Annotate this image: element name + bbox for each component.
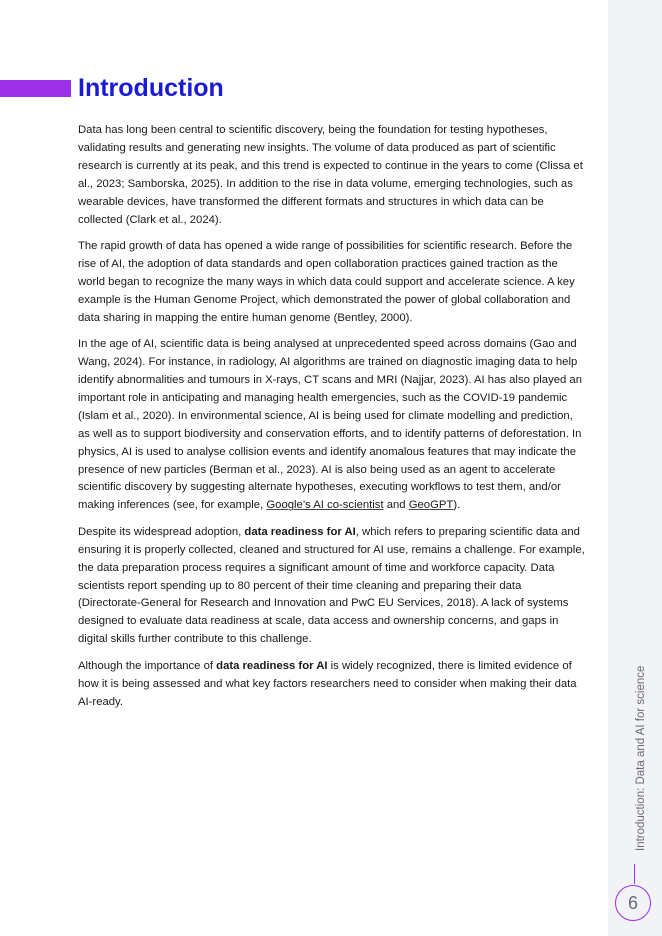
paragraph-5-start: Although the importance of bbox=[78, 659, 217, 672]
section-label: Introduction: Data and AI for science bbox=[635, 665, 647, 851]
paragraph-4-end: , which refers to preparing scientific data and ensuring it is properly collected, cleaned and structured for AI use, remains a challenge. For example, the data preparation process requires a significant amount of time and workforce capacity. Data scientists report spending up to 80 percent of their time cleaning and preparing their data (Directorate-General for Research and Innovation and PwC EU Services, 2018). A lack of systems designed to evaluate data readiness at scale, data access and ownership concerns, and gaps in digital skills further contribute to this challenge. bbox=[78, 525, 585, 646]
paragraph-5-end: is widely recognized, there is limited evidence of how it is being assessed and what key factors researchers need to consider when making their data AI-ready. bbox=[78, 659, 577, 708]
paragraph-4-start: Despite its widespread adoption, bbox=[78, 525, 245, 538]
section-label-divider bbox=[634, 864, 635, 884]
paragraph-3 bbox=[78, 336, 586, 515]
page-number: 6 bbox=[627, 892, 638, 913]
paragraph-4 bbox=[78, 524, 586, 649]
paragraph-2: The rapid growth of data has opened a wide range of possibilities for scientific research. Before the rise of AI, the adoption of data standards and open collaboration practices gained traction as the world began to recognize the many ways in which data could support and accelerate science. A key example is the Human Genome Project, which demonstrated the power of global collaboration and data sharing in mapping the entire human genome (Bentley, 2000). bbox=[78, 240, 575, 324]
paragraph-3-connector: and bbox=[383, 499, 409, 512]
paragraph-5-emphasis: data readiness for AI bbox=[216, 659, 328, 672]
paragraph-1: Data has long been central to scientific discovery, being the foundation for testing hypotheses, validating results and generating new insights. The volume of data produced as part of scientific research is currently at its peak, and this trend is expected to continue in the years to come (Clissa et al., 2023; Samborska, 2025). In addition to the rise in data volume, emerging technologies, such as wearable devices, have transformed the different formats and structures in which data can be collected (Clark et al., 2024). bbox=[78, 124, 583, 226]
paragraph-4-emphasis: data readiness for AI bbox=[244, 525, 356, 538]
paragraph-5 bbox=[78, 658, 586, 712]
page-number-badge bbox=[615, 885, 651, 921]
paragraph-3-end: ). bbox=[453, 499, 461, 512]
paragraph-3-text: In the age of AI, scientific data is being analysed at unprecedented speed across domains (Gao and Wang, 2024). For instance, in radiology, AI algorithms are trained on diagnostic imaging data to help identify abnormalities and tumours in X-rays, CT scans and MRI (Najjar, 2023). AI has also played an important role in anticipating and managing health emergencies, such as the COVID-19 pandemic (Islam et al., 2020). In environmental science, AI is being used for climate modelling and prediction, as well as to support biodiversity and conservation efforts, and to identify patterns of deforestation. In physics, AI is used to analyse collision events and identify anomalous features that may indicate the presence of new particles (Berman et al., 2023). AI is also being used as an agent to accelerate scientific discovery by suggesting alternate hypotheses, executing workflows to test them, and/or making inferences (see, for example, bbox=[78, 338, 583, 512]
body-text bbox=[78, 122, 586, 720]
title-accent-bar bbox=[0, 80, 71, 97]
google-ai-co-scientist-link[interactable]: Google’s AI co-scientist bbox=[266, 499, 384, 512]
page-title: Introduction bbox=[78, 74, 224, 102]
geogpt-link[interactable]: GeoGPT bbox=[408, 499, 454, 512]
